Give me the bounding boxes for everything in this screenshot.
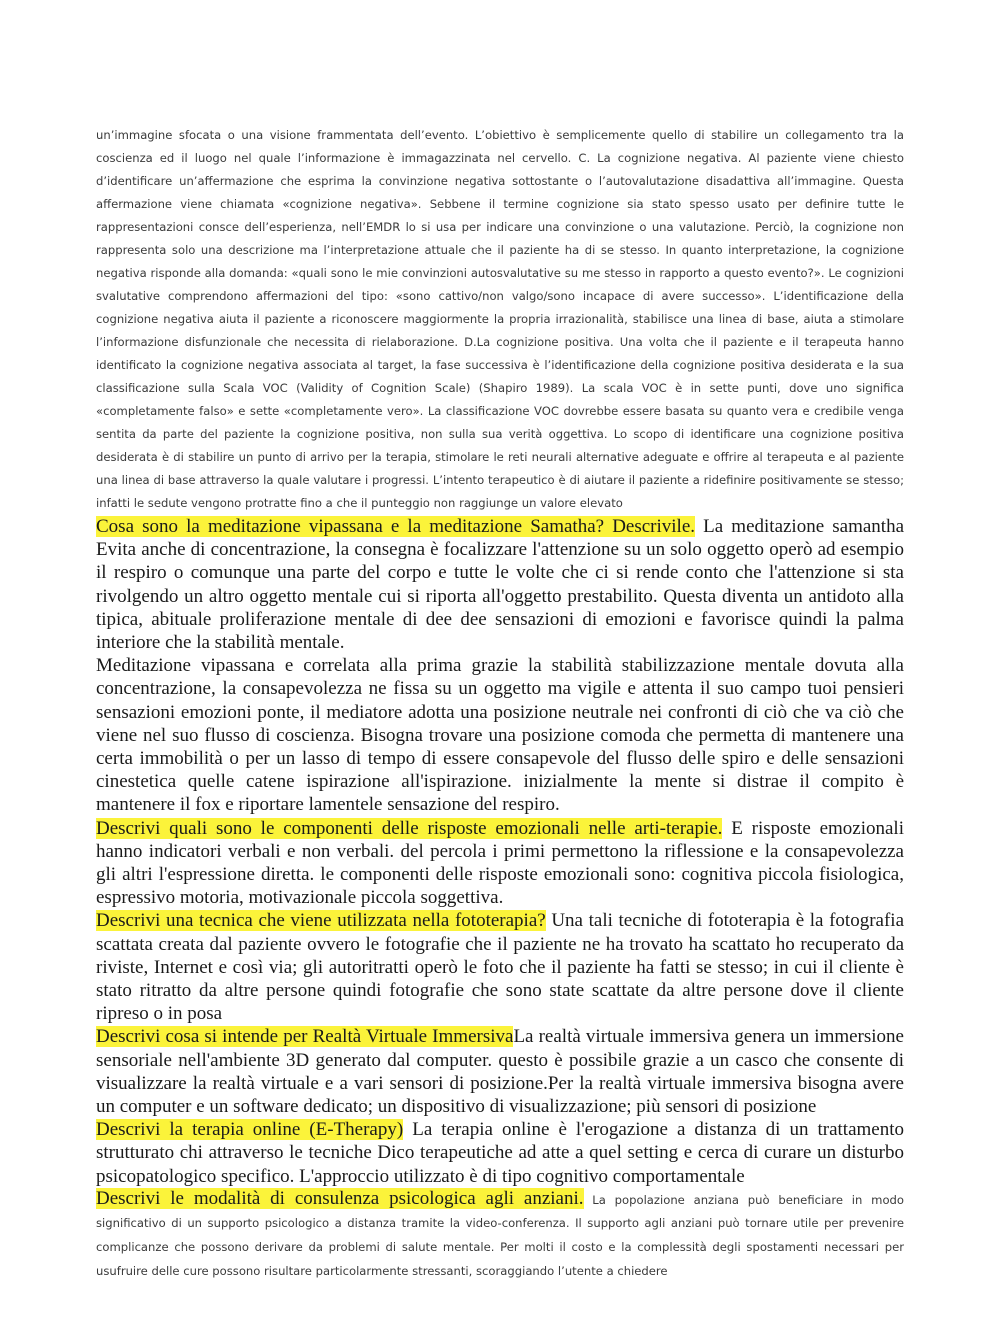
answer-text: Meditazione vipassana e correlata alla prima grazie la stabilità stabilizzazione mentale dovuta alla concentrazione, la consapevolezza ne fissa su un oggetto ma vigile e attenta il suo campo tuoi pensieri sensazioni emozioni ponte, il mediatore adotta una posizione neutrale nei confronti di ciò che va ciò che viene nel suo flusso di coscienza. Bisogna trovare una posizione comoda che permetta di mantenere una certa immobilità o per un lasso di tempo di essere consapevole del flusso delle spiro e delle sensazioni cinestetica quelle catene ispirazione all'ispirazione. inizialmente la mente si distrae il compito è mantenere il fox e riportare lamentele sensazione del respiro.: [96, 655, 904, 816]
question-highlight: Descrivi quali sono le componenti delle risposte emozionali nelle arti-terapie.: [96, 817, 723, 839]
section-meditazione-vipassana: [96, 654, 904, 816]
question-highlight: Descrivi le modalità di consulenza psicologica agli anziani.: [96, 1187, 584, 1209]
document-page: [96, 124, 904, 1282]
section-realta-virtuale: [96, 1025, 904, 1118]
answer-text: La realtà virtuale immersiva genera un immersione sensoriale nell'ambiente 3D generato dal computer. questo è possibile grazie a un casco che consente di visualizzare la realtà virtuale e a vari sensori di posizione.Per la realtà virtuale immersiva bisogna avere un computer e un software dedicato; un dispositivo di visualizzazione; più sensori di posizione: [96, 1026, 904, 1118]
section-risposte-emozionali: [96, 817, 904, 910]
answer-text: La terapia online è l'erogazione a distanza di un trattamento strutturato chi attraverso le tecniche Dico terapeutiche ad atte a quel setting e cerca di curare un disturbo psicopatologico specifico. L'approccio utilizzato è di tipo cognitivo comportamentale: [96, 1119, 905, 1187]
section-e-therapy: [96, 1118, 904, 1188]
answer-text: La meditazione samantha Evita anche di concentrazione, la consegna è focalizzare l'attenzione su un solo oggetto operò ad esempio il respiro o comunque una parte del corpo e tutte le volte che ci si rende conto che l'attenzione si sta rivolgendo un altro oggetto mentale cui si riporta all'oggetto prestabilito. Questa diventa un antidoto alla tipica, abituale proliferazione mentale di dee dee sensazioni di emozioni e favorisce quindi la palma interiore che la stabilità mentale.: [96, 516, 905, 654]
answer-text: E risposte emozionali hanno indicatori verbali e non verbali. del percola i primi permettono la riflessione e la consapevolezza gli altri l'espressione diretta. le componenti delle risposte emozionali sono: cognitiva piccola fisiologica, espressivo motoria, motivazionale piccola soggettiva.: [96, 817, 904, 909]
section-meditazione: [96, 515, 904, 654]
section-fototerapia: [96, 909, 904, 1025]
question-highlight: Descrivi la terapia online (E-Therapy): [96, 1119, 404, 1141]
question-highlight: Descrivi cosa si intende per Realtà Virtuale Immersiva: [96, 1026, 514, 1048]
section-anziani: [96, 1188, 904, 1282]
question-highlight: Descrivi una tecnica che viene utilizzata nella fototerapia?: [96, 910, 546, 932]
intro-paragraph: un’immagine sfocata o una visione frammentata dell’evento. L’obiettivo è semplicemente quello di stabilire un collegamento tra la coscienza ed il luogo nel quale l’informazione è immagazzinata nel cervello. C. La cognizione negativa. Al paziente viene chiesto d’identificare un’affermazione che esprima la convinzione negativa sottostante o l’autovalutazione disadattiva all’immagine. Questa affermazione viene chiamata «cognizione negativa». Sebbene il termine cognizione sia stato spesso usato per definire tutte le rappresentazioni consce dell’esperienza, nell’EMDR lo si usa per indicare una convinzione o una valutazione. Perciò, la cognizione non rappresenta solo una descrizione ma l’interpretazione attuale che il paziente ha di se stesso. In quanto interpretazione, la cognizione negativa risponde alla domanda: «quali sono le mie convinzioni autosvalutative su me stesso in rapporto a questo evento?». Le cognizioni svalutative comprendono affermazioni del tipo: «sono cattivo/non valgo/sono incapace di avere successo». L’identificazione della cognizione negativa aiuta il paziente a riconoscere maggiormente la propria irrazionalità, stabilisce una linea di base, aiuta a stimolare l’informazione disfunzionale che necessita di rielaborazione. D.La cognizione positiva. Una volta che il paziente e il terapeuta hanno identificato la cognizione negativa associata al target, la fase successiva è l’identificazione della cognizione positiva desiderata e la sua classificazione sulla Scala VOC (Validity of Cognition Scale) (Shapiro 1989). La scala VOC è in sette punti, dove uno significa «completamente falso» e sette «completamente vero». La classificazione VOC dovrebbe essere basata su quanto vera e credibile venga sentita da parte del paziente la cognizione positiva, non sulla sua verità oggettiva. Lo scopo di identificare una cognizione positiva desiderata è di stabilire un punto di arrivo per la terapia, stimolare le reti neurali alternative adeguate e offrire al terapeuta e al paziente una linea di base attraverso la quale valutare i progressi. L’intento terapeutico è di aiutare il paziente a ridefinire positivamente se stesso; infatti le sedute vengono protratte fino a che il punteggio non raggiunge un valore elevato: [96, 128, 904, 510]
answer-text: La popolazione anziana può beneficiare in modo significativo di un supporto psicologico a distanza tramite la video-conferenza. Il supporto agli anziani può tornare utile per prevenire complicanze che possono derivare da problemi di salute mentale. Per molti il costo e la complessità degli spostamenti necessari per usufruire delle cure possono risultare particolarmente stressanti, scoraggiando l’utente a chiedere: [96, 1192, 904, 1278]
answer-text: Una tali tecniche di fototerapia è la fotografia scattata creata dal paziente ovvero le fotografie che il paziente ne ha trovato ha scattato ho recuperato da riviste, Internet e così via; gli autoritratti operò le foto che il paziente ha fatti se stesso; in cui il cliente è stato ritratto da altre persone quindi fotografie che sono state scattate da altre persone dove il cliente ripreso o in posa: [96, 910, 905, 1025]
question-highlight: Cosa sono la meditazione vipassana e la meditazione Samatha? Descrivile.: [96, 516, 696, 537]
